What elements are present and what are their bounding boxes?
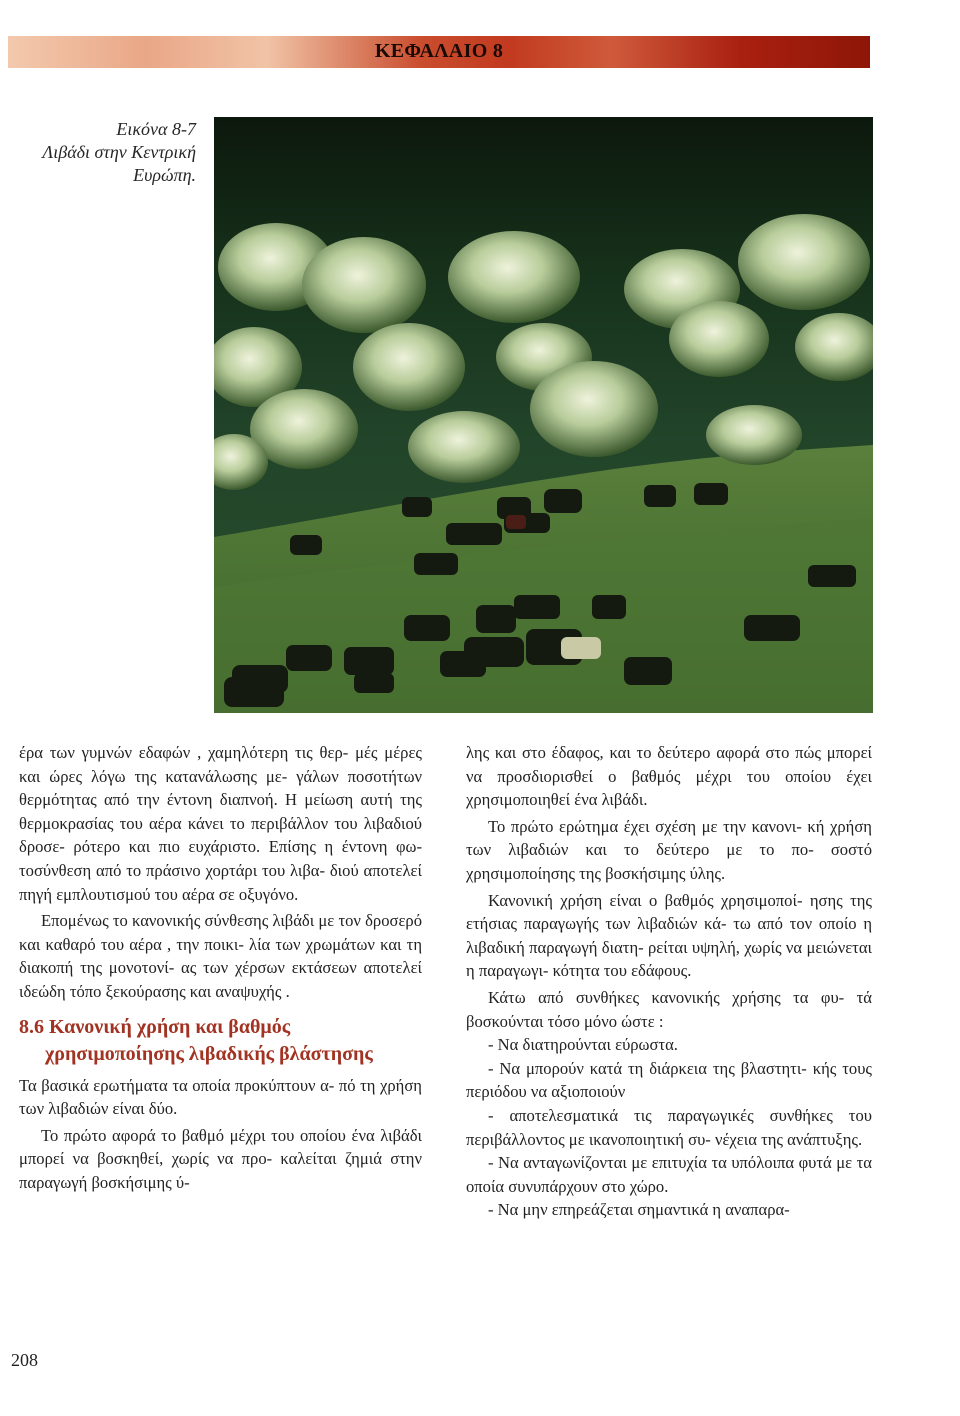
page-number: 208 [11, 1350, 38, 1370]
paragraph: Κάτω από συνθήκες κανονικής χρήσης τα φυ- τά βοσκούνται τόσο μόνο ώστε : [466, 987, 872, 1031]
chapter-header-bar [8, 36, 870, 68]
left-text-column [19, 741, 422, 1195]
right-text-column [466, 741, 872, 1222]
chapter-title: ΚΕΦΑΛΑΙΟ 8 [374, 40, 504, 62]
meadow-photo [214, 117, 873, 713]
paragraph: λης και στο έδαφος, και το δεύτερο αφορά στο πώς μπορεί να προσδιορισθεί ο βαθμός μέχρι του οποίου έχει χρησιμοποιηθεί ένα λιβάδι. [466, 743, 872, 810]
list-item: - αποτελεσματικά τις παραγωγικές συνθήκες του περιβάλλοντος με ικανοποιητική συ- νέχεια της ανάπτυξης. [466, 1105, 872, 1149]
paragraph: Το πρώτο αφορά το βαθμό μέχρι του οποίου ένα λιβάδι μπορεί να βοσκηθεί, χωρίς να προ- καλείται ζημιά στην παραγωγή βοσκήσιμης ύ- [19, 1125, 422, 1192]
paragraph: Κανονική χρήση είναι ο βαθμός χρησιμοποί- ησης της ετήσιας παραγωγής των λιβαδιών κά- τω από τον οποίο η λιβαδική παραγωγή διατη- ρείται υψηλή, χωρίς να μειώνεται η παραγωγι- κότητα του εδάφους. [466, 890, 872, 981]
section-heading-line1: 8.6 Κανονική χρήση και βαθμός [19, 1015, 291, 1038]
list-item: - Να μπορούν κατά τη διάρκεια της βλαστητι- κής τους περιόδου να αξιοποιούν [466, 1058, 872, 1102]
paragraph: έρα των γυμνών εδαφών , χαμηλότερη τις θερ- μές μέρες και ώρες λόγω της κατανάλωσης με- γάλων ποσοτήτων θερμότητας από την έντονη διαπνοή. Η μείωση αυτή της θερμοκρασίας του αέρα κάνει το περιβάλλον του λιβαδιού δροσε- ρότερο και πιο ευχάριστο. Επίσης η έντονη φω- τοσύνθεση από το πράσινο χορτάρι του λιβα- διού αποτελεί πηγή εμπλουτισμού του αέρα σε οξυγόνο. [19, 743, 422, 904]
list-item: - Να ανταγωνίζονται με επιτυχία τα υπόλοιπα φυτά με τα οποία συνυπάρχουν στο χώρο. [466, 1153, 872, 1196]
list-item: - Να μην επηρεάζεται σημαντικά η αναπαρα- [488, 1200, 790, 1220]
paragraph: Το πρώτο ερώτημα έχει σχέση με την κανονι- κή χρήση των λιβαδιών και το δεύτερο με το πο- σοστό χρησιμοποίησης της βοσκήσιμης ύλης. [466, 816, 872, 883]
section-heading [19, 1014, 422, 1068]
paragraph: Τα βασικά ερωτήματα τα οποία προκύπτουν α- πό τη χρήση των λιβαδιών είναι δύο. [19, 1075, 422, 1119]
figure-caption-line1: Λιβάδι στην Κεντρική [42, 142, 196, 162]
figure-label: Εικόνα 8-7 [116, 119, 196, 139]
list-item: - Να διατηρούνται εύρωστα. [488, 1035, 678, 1055]
section-heading-line2: χρησιμοποίησης λιβαδικής βλάστησης [45, 1042, 373, 1065]
paragraph: Επομένως το κανονικής σύνθεσης λιβάδι με τον δροσερό και καθαρό του αέρα , την ποικι- λία των χρωμάτων και τη διακοπή της μονοτονί- ας των χέρσων εκτάσεων αποτελεί ιδεώδη τόπο ξεκούρασης και αναψυχής . [19, 911, 422, 1001]
figure-caption-line2: Ευρώπη. [133, 165, 196, 185]
figure-caption [0, 118, 196, 187]
